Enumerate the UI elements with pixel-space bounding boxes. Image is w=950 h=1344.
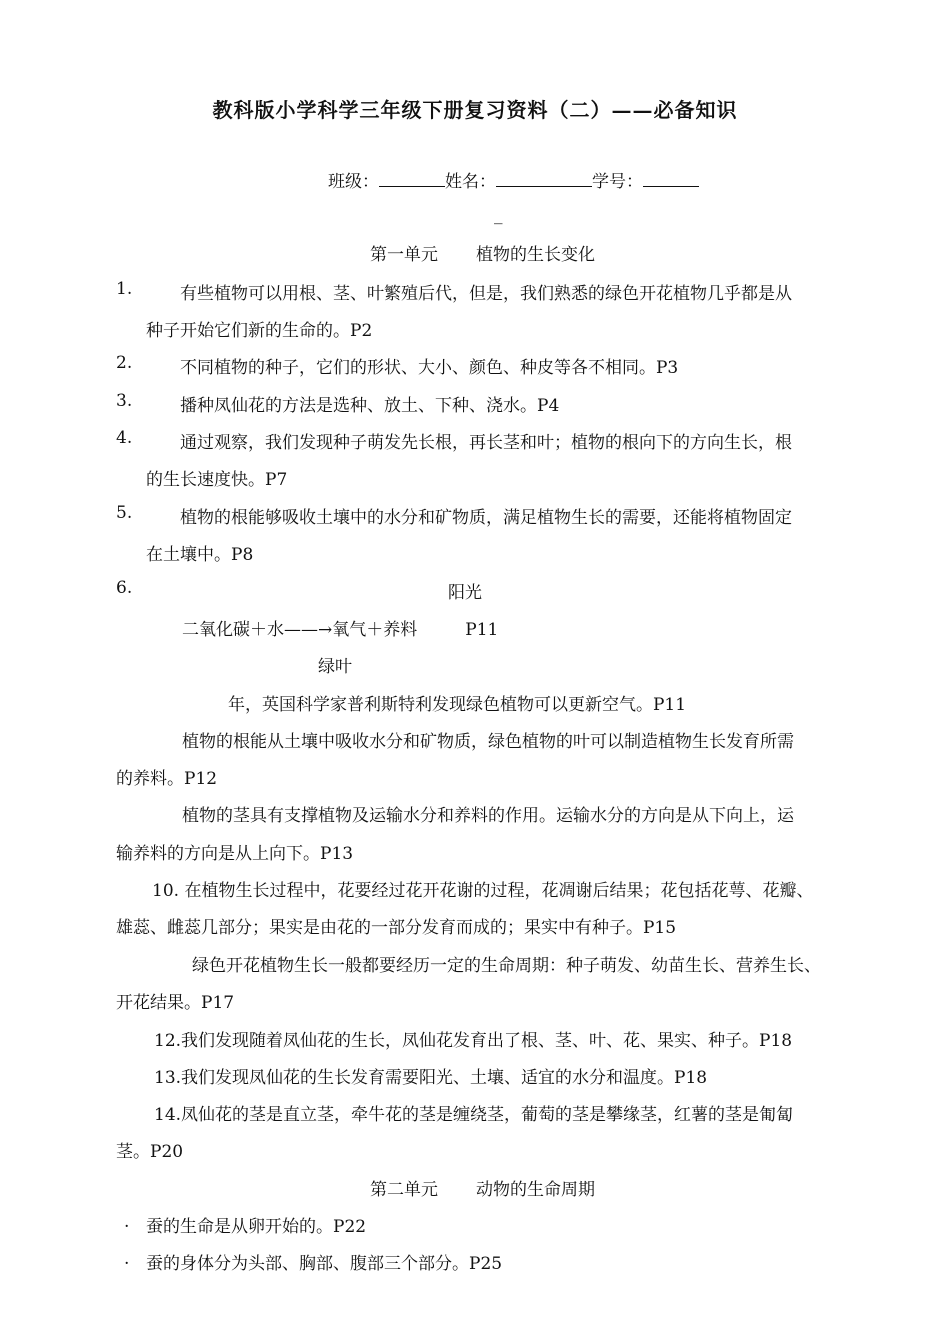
- item-text: 通过观察，我们发现种子萌发先长根，再长茎和叶；植物的根向下的方向生长，根: [180, 433, 792, 453]
- unit1-name: 植物的生长变化: [476, 245, 595, 265]
- unit2-heading: [370, 1175, 595, 1200]
- item-text: 年，英国科学家普利斯特利发现绿色植物可以更新空气。P11: [228, 695, 687, 715]
- item-text: 14.凤仙花的茎是直立茎，牵牛花的茎是缠绕茎，葡萄的茎是攀缘茎，红薯的茎是匍匐: [154, 1105, 794, 1125]
- unit2-name: 动物的生命周期: [476, 1180, 595, 1200]
- item-text: 绿色开花植物生长一般都要经历一定的生命周期：种子萌发、幼苗生长、营养生长、: [192, 956, 821, 976]
- item-number: 4.: [116, 428, 133, 448]
- student-info-row: [328, 167, 699, 192]
- formula-condition-leaf: 绿叶: [318, 657, 352, 677]
- item-number: 2.: [116, 353, 133, 373]
- item-text-cont: 茎。P20: [116, 1142, 184, 1162]
- item-text-cont: 的生长速度快。P7: [146, 470, 288, 490]
- formula-reactants: 二氧化碳＋水: [182, 620, 284, 640]
- page-title: 教科版小学科学三年级下册复习资料（二）——必备知识: [212, 98, 738, 122]
- formula-condition-light: 阳光: [448, 583, 482, 603]
- unit1-number: 第一单元: [370, 245, 438, 265]
- item-number: 6.: [116, 578, 133, 598]
- item-text: 植物的茎具有支撑植物及运输水分和养料的作用。运输水分的方向是从下向上，运: [182, 806, 794, 826]
- item-text-cont: 雄蕊、雌蕊几部分；果实是由花的一部分发育而成的；果实中有种子。P15: [116, 918, 677, 938]
- name-blank[interactable]: [496, 168, 592, 187]
- item-text: 不同植物的种子，它们的形状、大小、颜色、种皮等各不相同。P3: [180, 358, 679, 378]
- item-text-cont: 的养料。P12: [116, 769, 218, 789]
- item-text: 蚕的生命是从卵开始的。P22: [146, 1217, 367, 1237]
- item-text: 植物的根能从土壤中吸收水分和矿物质，绿色植物的叶可以制造植物生长发育所需: [182, 732, 794, 752]
- unit1-heading: [370, 240, 595, 265]
- class-blank[interactable]: [379, 168, 445, 187]
- unit2-number: 第二单元: [370, 1180, 438, 1200]
- student-no-blank[interactable]: [643, 168, 699, 187]
- item-number: .: [124, 1212, 130, 1232]
- item-number: 3.: [116, 391, 133, 411]
- item-text: 10. 在植物生长过程中，花要经过花开花谢的过程，花凋谢后结果；花包括花萼、花瓣、: [152, 881, 814, 901]
- name-label: 姓名：: [445, 172, 496, 192]
- formula-page-ref: P11: [465, 620, 499, 640]
- student-no-label: 学号：: [592, 172, 643, 192]
- item-text-cont: 在土壤中。P8: [146, 545, 254, 565]
- formula-products: 氧气＋养料: [332, 620, 418, 640]
- class-label: 班级：: [328, 172, 379, 192]
- item-text-cont: 输养料的方向是从上向下。P13: [116, 844, 354, 864]
- item-text: 蚕的身体分为头部、胸部、腹部三个部分。P25: [146, 1254, 503, 1274]
- formula-arrow: ——→: [284, 620, 333, 640]
- item-text: 植物的根能够吸收土壤中的水分和矿物质，满足植物生长的需要，还能将植物固定: [180, 508, 792, 528]
- item-text: 13.我们发现凤仙花的生长发育需要阳光、土壤、适宜的水分和温度。P18: [154, 1068, 708, 1088]
- item-number: 5.: [116, 503, 133, 523]
- item-text-cont: 种子开始它们新的生命的。P2: [146, 321, 373, 341]
- photosynthesis-formula: [182, 615, 498, 640]
- item-number: .: [124, 1249, 130, 1269]
- item-text: 有些植物可以用根、茎、叶繁殖后代，但是，我们熟悉的绿色开花植物几乎都是从: [180, 284, 792, 304]
- dash-mark: _: [494, 205, 503, 225]
- item-number: 1.: [116, 279, 133, 299]
- item-text: 播种凤仙花的方法是选种、放土、下种、浇水。P4: [180, 396, 560, 416]
- item-text: 12.我们发现随着凤仙花的生长，凤仙花发育出了根、茎、叶、花、果实、种子。P18: [154, 1031, 793, 1051]
- item-text-cont: 开花结果。P17: [116, 993, 235, 1013]
